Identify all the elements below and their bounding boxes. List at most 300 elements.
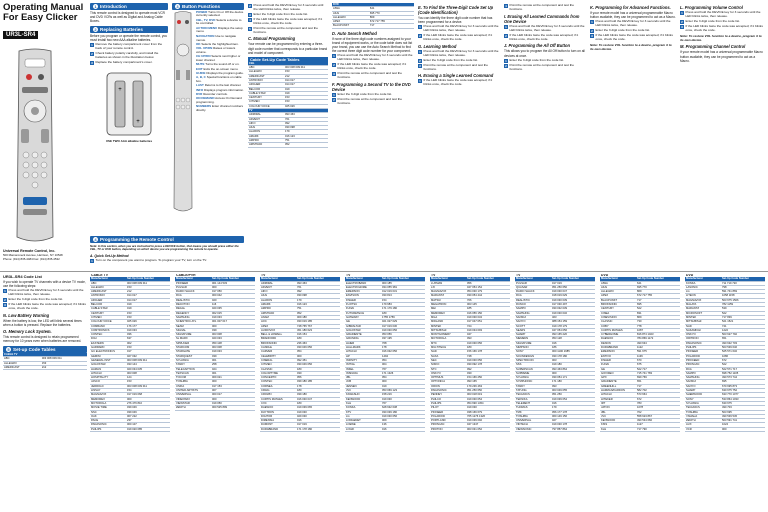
code-cell: 047 054 154 bbox=[466, 285, 510, 289]
manufacturer-cell: AMPRO bbox=[260, 307, 296, 311]
code-cell: 748 765 767 bbox=[296, 324, 340, 328]
code-cell: 030 813 bbox=[381, 294, 425, 298]
manufacturer-cell: PROSCAN bbox=[430, 423, 466, 427]
code-cell: 000 bbox=[551, 371, 595, 375]
code-cell: 050 108 bbox=[211, 341, 255, 345]
manufacturer-cell: INFINITY bbox=[345, 358, 381, 362]
code-cell: 000 042 bbox=[211, 294, 255, 298]
manufacturer-cell: MARANTZ bbox=[685, 307, 721, 311]
manufacturer-cell: COMTRONICS bbox=[90, 328, 126, 332]
code-table bbox=[685, 274, 765, 432]
manufacturer-cell: COLORTYME bbox=[260, 371, 296, 375]
manufacturer-cell: VIDEOWAY bbox=[175, 397, 211, 401]
manufacturer-cell: CINEA bbox=[600, 311, 636, 315]
code-cell: 056 bbox=[296, 376, 340, 380]
code-cell: 1127 bbox=[636, 423, 680, 427]
code-cell: 1222 bbox=[721, 328, 765, 332]
code-cell: 000 107 bbox=[126, 423, 170, 427]
code-cell: 014 017 bbox=[126, 298, 170, 302]
code-cell: 093 165 220 bbox=[551, 333, 595, 337]
manufacturer-cell: SONY bbox=[515, 350, 551, 354]
manufacturer-cell: HALLMARK bbox=[345, 346, 381, 350]
code-cell: 030 039 180 bbox=[381, 410, 425, 414]
code-cell: 521 1521 bbox=[721, 320, 765, 324]
code-cell: 724 bbox=[466, 324, 510, 328]
code-cell: 027 bbox=[551, 419, 595, 423]
volume-step: 2 Enter the 3 digit code from the code list. bbox=[681, 18, 741, 24]
code-cell: 539 bbox=[721, 307, 765, 311]
code-cell: 715 741 783 bbox=[636, 371, 680, 375]
manual-programming-text: Your remote can be programmed by entering a three-digit code number that corresponds to a particular brand and model of component. bbox=[248, 42, 328, 55]
advanced-functions-column bbox=[590, 3, 676, 269]
cable-setup-table-title: Cable Set-Up Code Tables bbox=[248, 57, 328, 62]
code-cell: 672 bbox=[721, 358, 765, 362]
manual-title: Operating Manual For Easy Clicker bbox=[3, 3, 84, 23]
code-cell: 000 1100 1685 bbox=[551, 350, 595, 354]
code-cell: 092 451 bbox=[296, 358, 340, 362]
code-cell: 001 bbox=[211, 371, 255, 375]
code-cell: 706 bbox=[466, 298, 510, 302]
manufacturer-cell: JVC bbox=[345, 389, 381, 393]
code-cell: 702 bbox=[636, 410, 680, 414]
manufacturer-cell: SONY bbox=[685, 397, 721, 401]
button-function-item: DVR Recorder controls. bbox=[196, 91, 228, 96]
code-cell: 717 790 bbox=[636, 427, 680, 431]
code-cell: 039 bbox=[211, 354, 255, 358]
header-manufacturer: Manufacturer bbox=[345, 277, 381, 281]
manufacturer-cell: VIEWSONIC bbox=[515, 427, 551, 431]
manufacturer-cell: REALISTIC bbox=[515, 298, 551, 302]
manufacturer-cell: NAD bbox=[685, 324, 721, 328]
code-cell: 024 bbox=[211, 367, 255, 371]
programming-section bbox=[90, 236, 244, 269]
header-manufacturer: Manufacturer bbox=[175, 277, 211, 281]
manufacturer-cell: CONTEC bbox=[260, 380, 296, 384]
code-cell: 180 bbox=[296, 337, 340, 341]
manufacturer-cell: RCA bbox=[515, 294, 551, 298]
code-cell: 784 869 1172 bbox=[636, 337, 680, 341]
code-cell: 522 571 717 bbox=[721, 367, 765, 371]
manufacturer-cell: BELCOR bbox=[90, 303, 126, 307]
manufacturer-cell: ALLEGRO bbox=[600, 290, 636, 294]
manufacturer-cell: DUMONT bbox=[260, 423, 296, 427]
code-cell: 179 683 bbox=[381, 303, 425, 307]
button-function-item: POWER Turns On or Off the device currently selected. bbox=[196, 9, 244, 18]
code-cell: 019 030 032 bbox=[551, 311, 595, 315]
code-cell: 503 539 646 bbox=[721, 346, 765, 350]
code-cell: 003 031 052 bbox=[466, 427, 510, 431]
auto-search-step: 1 Press and hold the DEVICE key for 3 seconds until the LED blinks twice, then release. bbox=[333, 53, 413, 62]
header-code: Set-Up Code Number bbox=[211, 277, 255, 281]
code-cell: 000 525 899 bbox=[211, 406, 255, 410]
code-cell: 019 030 056 bbox=[381, 328, 425, 332]
manufacturer-cell: AMERICAST bbox=[90, 290, 126, 294]
remote-illustration bbox=[13, 47, 57, 247]
all-off-step: 2 Point the remote at the component and test the functions. bbox=[505, 62, 574, 71]
manufacturer-cell: PIONEER bbox=[175, 281, 211, 285]
channel-control-heading: M. Programming Channel Control bbox=[680, 44, 746, 50]
manufacturer-cell: ANAM bbox=[260, 315, 296, 319]
code-cell: 030 bbox=[466, 371, 510, 375]
manufacturer-cell: DURABRAND bbox=[600, 346, 636, 350]
manufacturer-cell: MEI bbox=[430, 307, 466, 311]
code-cell: 025 026 bbox=[126, 320, 170, 324]
volume-step: 3 If the LED blinks twice the code was accepted; if it blinks once, check the code. bbox=[681, 23, 763, 32]
introduction-text: This remote control is designed to operate most VCR and DVD VCRs as well as Digital and Analog Cable Boxes. bbox=[90, 11, 165, 24]
code-cell: 030 046 056 bbox=[296, 363, 340, 367]
manufacturer-cell: MICROSOFT bbox=[685, 311, 721, 315]
auto-search-heading: D. Auto Search Method bbox=[332, 30, 377, 36]
manual-programming-heading: C. Manual Programming bbox=[248, 36, 296, 42]
manufacturer-cell: LODGENET bbox=[345, 419, 381, 423]
code-cell: 001 144 533 bbox=[211, 281, 255, 285]
manufacturer-cell: DIMENSIA bbox=[260, 419, 296, 423]
button-function-item: CH UP/DN Selects next higher or lower channel. bbox=[196, 54, 241, 63]
code-cell: 783 bbox=[636, 401, 680, 405]
header-code: Set-Up Code Number bbox=[296, 277, 340, 281]
code-table-column bbox=[90, 274, 170, 510]
code-cell: 672 bbox=[636, 397, 680, 401]
programming-step: 4 If the LED blinks twice the code was accepted; if it blinks once, check the code. bbox=[249, 16, 323, 25]
code-cell: 153 bbox=[126, 346, 170, 350]
code-cell: 053 128 bbox=[551, 337, 595, 341]
code-cell: 000 bbox=[296, 354, 340, 358]
code-cell: 116 bbox=[211, 303, 255, 307]
header-code: Set-Up Code Number bbox=[721, 277, 765, 281]
memory-lock-text: This remote control is designed to retain programmed memory for 10 years even when batteries are removed. bbox=[3, 335, 82, 344]
manufacturer-cell: LOEWE bbox=[345, 423, 381, 427]
code-cell: 1122 bbox=[636, 346, 680, 350]
code-cell: 591 675 bbox=[636, 350, 680, 354]
manufacturer-cell: POLAROID bbox=[430, 414, 466, 418]
code-cell: 039 046 bbox=[126, 406, 170, 410]
tv-channel-step: 1 Press and hold the DEVICE key for 3 seconds until the LED blinks twice, then release. bbox=[4, 288, 84, 297]
header-manufacturer: Manufacturer bbox=[600, 277, 636, 281]
code-cell: 522 bbox=[721, 363, 765, 367]
manufacturer-cell: EASTERN bbox=[90, 341, 126, 345]
manufacturer-cell: SEARS bbox=[515, 328, 551, 332]
header-code: Set-Up Code Number bbox=[381, 277, 425, 281]
advanced-step: 3 If the LED blinks twice the code was accepted; if it blinks once, check the code. bbox=[591, 33, 673, 41]
code-cell: 016 bbox=[551, 341, 595, 345]
manufacturer-cell: LINSAY bbox=[90, 389, 126, 393]
code-cell: 451 180 623 bbox=[296, 328, 340, 332]
button-function-item: NUMBERS Enter channel numbers directly. bbox=[196, 104, 244, 113]
manufacturer-cell: SHARP bbox=[515, 333, 551, 337]
manufacturer-cell: MIDLAND bbox=[430, 320, 466, 324]
manufacturer-cell: INKEL bbox=[345, 367, 381, 371]
manufacturer-cell: INSIGNIA bbox=[345, 371, 381, 375]
manufacturer-cell: RCA bbox=[685, 367, 721, 371]
code-cell: 675 bbox=[636, 363, 680, 367]
manufacturer-cell: DIGI bbox=[90, 337, 126, 341]
manufacturer-cell: REGAL bbox=[175, 307, 211, 311]
code-cell: 1755 1756 bbox=[381, 315, 425, 319]
manufacturer-cell: CITIZEN bbox=[90, 315, 126, 319]
code-cell: 831 bbox=[636, 311, 680, 315]
manufacturer-cell: KLH bbox=[345, 401, 381, 405]
code-cell: 180 bbox=[296, 367, 340, 371]
code-cell: 186 bbox=[551, 346, 595, 350]
manufacturer-cell: MTC bbox=[430, 341, 466, 345]
code-cell: 039 046 bbox=[126, 410, 170, 414]
erase-all-step: 1 Press and hold the DEVICE key for 3 seconds until the LED blinks twice, then release. bbox=[505, 23, 585, 32]
manufacturer-cell: LASONIC bbox=[685, 285, 721, 289]
manufacturer-cell: CLASSIC bbox=[260, 367, 296, 371]
code-cell: 009 021 bbox=[211, 376, 255, 380]
manufacturer-cell: UNIKA bbox=[175, 384, 211, 388]
code-cell: 672 717 755 bbox=[636, 294, 680, 298]
battery-step: 1 Remove the battery compartment cover from the back of your remote control. bbox=[91, 42, 163, 51]
code-cell: 730 bbox=[636, 320, 680, 324]
fold-line bbox=[0, 271, 768, 272]
code-cell: 020 033 bbox=[211, 337, 255, 341]
code-cell: 016 154 bbox=[296, 333, 340, 337]
header-manufacturer: Manufacturer bbox=[90, 277, 126, 281]
code-cell: 1494 bbox=[381, 354, 425, 358]
header-manufacturer: Manufacturer bbox=[260, 277, 296, 281]
manufacturer-cell: LUXMAN bbox=[430, 281, 466, 285]
code-table-title: TV bbox=[516, 274, 521, 277]
code-cell: 171 1326 bbox=[381, 371, 425, 375]
code-cell: 093 463 864 bbox=[551, 367, 595, 371]
manufacturer-cell: FUJITSU bbox=[345, 303, 381, 307]
manufacturer-cell: PROCEED bbox=[685, 358, 721, 362]
manufacturer-cell: KONKA bbox=[685, 281, 721, 285]
manufacturer-cell: LG bbox=[345, 414, 381, 418]
manufacturer-cell: SPRUCER bbox=[175, 341, 211, 345]
code-cell: 717 bbox=[636, 298, 680, 302]
manufacturer-cell: PIONEER bbox=[430, 410, 466, 414]
manufacturer-cell: JCB bbox=[345, 380, 381, 384]
code-cell: 030 092 178 bbox=[466, 363, 510, 367]
code-table-column bbox=[430, 274, 510, 510]
manufacturer-cell: MOTOROLA bbox=[430, 337, 466, 341]
code-cell: 522 717 bbox=[636, 367, 680, 371]
code-cell: 039 180 bbox=[296, 393, 340, 397]
code-cell: 017 bbox=[126, 350, 170, 354]
manufacturer-cell: RADIO SHACK bbox=[175, 290, 211, 294]
code-table-title: TV bbox=[261, 274, 266, 277]
manufacturer-cell: FUNAI bbox=[345, 307, 381, 311]
manufacturer-cell: PHILIPS bbox=[90, 427, 126, 431]
code-cell: 573 664 bbox=[636, 393, 680, 397]
code-table bbox=[600, 274, 680, 432]
manufacturer-cell: DAEWOO bbox=[260, 406, 296, 410]
code-cell: 030 046 056 bbox=[296, 346, 340, 350]
code-cell: 490 634 bbox=[636, 341, 680, 345]
code-cell: 003 bbox=[551, 358, 595, 362]
manufacturer-cell: CENTURY bbox=[600, 307, 636, 311]
manufacturer-cell: TECHNICS bbox=[515, 393, 551, 397]
code-cell: 003 008 bbox=[126, 371, 170, 375]
manufacturer-cell: APEX bbox=[260, 324, 296, 328]
code-cell: 533 864 1033 bbox=[721, 397, 765, 401]
manufacturer-cell: SIEMENS bbox=[515, 337, 551, 341]
code-table-column bbox=[345, 274, 425, 510]
manufacturer-cell: ENVISION bbox=[345, 294, 381, 298]
section-introduction-header: 1 Introduction bbox=[90, 3, 168, 10]
manufacturer-cell: SIGNAL bbox=[175, 328, 211, 332]
manufacturer-cell: ADMIRAL bbox=[260, 281, 296, 285]
manufacturer-cell: SAMSUNG bbox=[515, 311, 551, 315]
code-cell: 017 030 497 bbox=[551, 303, 595, 307]
all-off-step: 1 Enter the 3 digit code from the code list. bbox=[505, 57, 565, 63]
manufacturer-cell: TOSHIBA bbox=[685, 410, 721, 414]
code-cell: 019 030 047 bbox=[551, 290, 595, 294]
code-cell: 503 591 741 bbox=[721, 419, 765, 423]
manufacturer-cell: JATON bbox=[600, 406, 636, 410]
code-cell: 016 030 047 bbox=[296, 397, 340, 401]
erase-all-heading: I. Erasing All Learned Commands from One Device bbox=[504, 13, 580, 24]
manufacturer-cell: ZENITH bbox=[175, 406, 211, 410]
manufacturer-cell: DAEWOO bbox=[600, 337, 636, 341]
manufacturer-cell: PHILIPS bbox=[430, 401, 466, 405]
header-code: Set-Up Code Number bbox=[126, 277, 170, 281]
code-cell: 180 bbox=[296, 389, 340, 393]
manufacturer-cell: GOLDSTAR bbox=[90, 363, 126, 367]
manufacturer-cell: SCOTT bbox=[515, 324, 551, 328]
code-cell: 797 857 864 bbox=[551, 427, 595, 431]
code-cell: 670 bbox=[636, 358, 680, 362]
code-cell: 019 039 092 bbox=[466, 419, 510, 423]
manufacturer-cell: MGA bbox=[430, 315, 466, 319]
code-table bbox=[260, 274, 340, 432]
code-cell: 017 019 bbox=[551, 281, 595, 285]
manufacturer-cell: KTV bbox=[345, 410, 381, 414]
manufacturer-cell: TELECAPTION bbox=[175, 367, 211, 371]
section-button-functions-header: 3 Button Functions bbox=[172, 3, 244, 10]
advanced-step: 1 Press and hold the DEVICE key for 3 seconds until the LED blinks twice, then release. bbox=[591, 19, 671, 28]
code-cell: 018 019 029 bbox=[551, 294, 595, 298]
code-cell: 033 144 bbox=[126, 363, 170, 367]
manufacturer-cell: SIMPSON bbox=[515, 346, 551, 350]
code-table-column bbox=[260, 274, 340, 510]
manufacturer-cell: CINEVISION bbox=[600, 315, 636, 319]
code-cell: 030 054 171 bbox=[551, 376, 595, 380]
manufacturer-cell: GEMINI bbox=[90, 354, 126, 358]
table-row bbox=[685, 427, 765, 431]
manufacturer-cell: SAMPO bbox=[685, 371, 721, 375]
code-cell: 019 180 bbox=[551, 363, 595, 367]
manufacturer-cell: HITEKER bbox=[600, 397, 636, 401]
manual-programming-column bbox=[248, 3, 328, 269]
manufacturer-cell: AKAI bbox=[600, 285, 636, 289]
manufacturer-cell: KISS bbox=[600, 423, 636, 427]
manufacturer-cell: EMERSON bbox=[345, 290, 381, 294]
code-cell: 490 632 703 bbox=[721, 341, 765, 345]
code-cell: 179 bbox=[551, 406, 595, 410]
code-cell: 039 bbox=[211, 328, 255, 332]
intro-column bbox=[90, 3, 168, 235]
manufacturer-cell: CONCERTO bbox=[260, 376, 296, 380]
code-cell: 503 675 1506 bbox=[721, 298, 765, 302]
code-cell: 027 032 bbox=[126, 354, 170, 358]
code-cell: 153 bbox=[126, 315, 170, 319]
manufacturer-cell: TATUNG bbox=[515, 389, 551, 393]
manufacturer-cell: GRUNDIG bbox=[345, 337, 381, 341]
manufacturer-cell: SCIENTIFIC ATL bbox=[175, 320, 211, 324]
quick-setup-heading: A. Quick Set-Up Method bbox=[90, 253, 129, 258]
learning-step: 3 Point the remote at the component and test the functions. bbox=[419, 62, 488, 71]
code-cell: 153 bbox=[126, 380, 170, 384]
code-cell: 178 bbox=[296, 384, 340, 388]
code-cell: 180 bbox=[296, 401, 340, 405]
manufacturer-cell: SUPREME bbox=[515, 371, 551, 375]
programming-step: 5 Point the remote at the component and test the functions. bbox=[249, 25, 318, 34]
manufacturer-cell: NAKAMICHI bbox=[685, 328, 721, 332]
code-cell: 156 166 178 bbox=[466, 350, 510, 354]
button-function-item: VOL UP/DN Raises or lowers volume. bbox=[196, 46, 236, 54]
manufacturer-cell: ENTIVO bbox=[600, 354, 636, 358]
code-cell: 154 bbox=[381, 298, 425, 302]
tv-channel-intro: If you wish to operate TV channels with a device TV mode, use the following steps: bbox=[3, 280, 86, 289]
button-function-item: A, B, C Special functions on cable box. bbox=[196, 75, 242, 84]
code-cell: 017 019 068 bbox=[126, 393, 170, 397]
manufacturer-cell: CABLE STAR bbox=[90, 307, 126, 311]
code-id-step: 2 If the LED blinks twice the code was accepted; if it blinks once, check the code. bbox=[419, 33, 493, 41]
manufacturer-cell: NIKKO bbox=[430, 363, 466, 367]
low-battery-heading: N. Low Battery Warning bbox=[3, 312, 50, 318]
code-cell: 1058 1158 bbox=[721, 294, 765, 298]
code-table-column bbox=[175, 274, 255, 510]
code-cell: 1087 bbox=[636, 328, 680, 332]
manufacturer-cell: COMBANO bbox=[90, 324, 126, 328]
code-cell: 641 bbox=[636, 281, 680, 285]
manufacturer-cell: MITSUBISHI bbox=[430, 328, 466, 332]
code-cell: 019 030 039 bbox=[551, 298, 595, 302]
table-row bbox=[90, 427, 170, 431]
manufacturer-cell: CXC bbox=[260, 401, 296, 405]
manufacturer-cell: CURTIS MATHES bbox=[260, 397, 296, 401]
code-cell: 019 030 054 bbox=[466, 397, 510, 401]
manufacturer-cell: CORNEA bbox=[260, 384, 296, 388]
manufacturer-cell: BLAUPUNKT bbox=[600, 298, 636, 302]
code-cell: 778 bbox=[636, 324, 680, 328]
advanced-functions-text: If your remote model has a universal programmable Macro button available, they can be programmed to act as a Macro. bbox=[590, 11, 676, 20]
manufacturer-cell: HOSPITALITY bbox=[90, 376, 126, 380]
manufacturer-cell: TEKNIKA bbox=[515, 397, 551, 401]
code-cell: 019 bbox=[381, 384, 425, 388]
low-battery-column bbox=[3, 274, 87, 510]
code-cell: 695 bbox=[721, 380, 765, 384]
code-cell: 525 571 632 bbox=[721, 350, 765, 354]
code-cell: 124 bbox=[126, 376, 170, 380]
manufacturer-cell: ZENITH bbox=[685, 419, 721, 423]
code-cell: 751 bbox=[296, 307, 340, 311]
manufacturer-cell: SAMSUNG bbox=[175, 315, 211, 319]
battery-caption: USE TWO AAA alkaline batteries bbox=[105, 139, 153, 144]
header-manufacturer: Manufacturer bbox=[685, 277, 721, 281]
code-cell: 019 030 bbox=[296, 410, 340, 414]
code-cell: 019 034 093 bbox=[466, 328, 510, 332]
manufacturer-cell: JBL bbox=[600, 410, 636, 414]
table-row bbox=[430, 427, 510, 431]
code-cell: 019 178 179 bbox=[551, 324, 595, 328]
manufacturer-cell: PROSCAN bbox=[685, 363, 721, 367]
code-cell: 651 bbox=[636, 380, 680, 384]
manufacturer-cell: KENWOOD bbox=[600, 419, 636, 423]
code-cell: 003 049 055 bbox=[551, 389, 595, 393]
code-cell: 019 020 085 bbox=[126, 427, 170, 431]
cover-column bbox=[3, 3, 87, 269]
code-cell: 000 bbox=[211, 380, 255, 384]
code-cell: 017 019 030 bbox=[381, 324, 425, 328]
manufacturer-cell: SSS bbox=[515, 363, 551, 367]
manufacturer-cell: GARRARD bbox=[90, 346, 126, 350]
manufacturer-cell: FISHER bbox=[345, 298, 381, 302]
manufacturer-cell: TMK bbox=[515, 410, 551, 414]
